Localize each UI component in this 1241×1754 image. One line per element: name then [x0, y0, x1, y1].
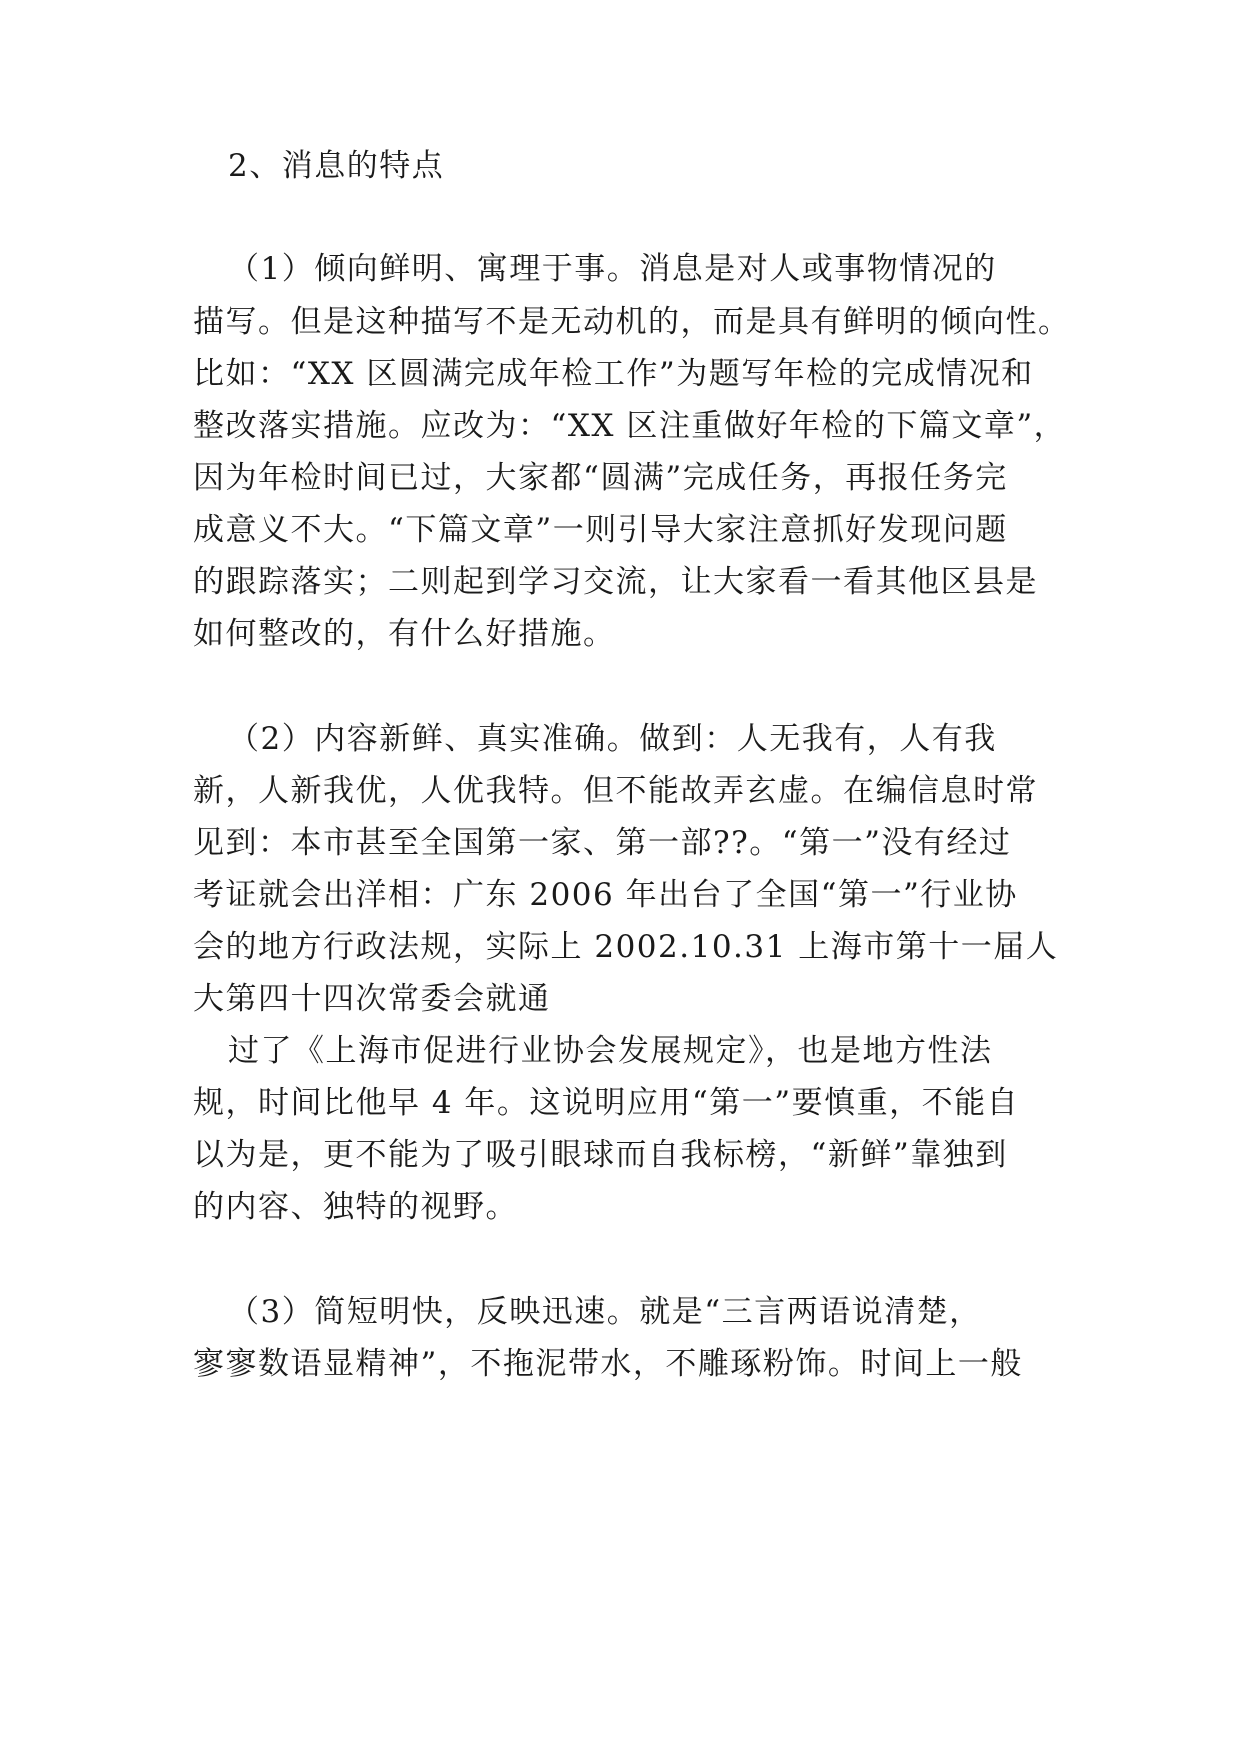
para2b-line-3: 以为是，更不能为了吸引眼球而自我标榜，“新鲜”靠独到: [193, 1137, 1008, 1173]
para2-line-1: （2）内容新鲜、真实准确。做到：人无我有，人有我: [228, 721, 997, 757]
para2-line-2: 新，人新我优，人优我特。但不能故弄玄虚。在编信息时常: [193, 773, 1038, 809]
para2-line-4: 考证就会出洋相：广东 2006 年出台了全国“第一”行业协: [193, 877, 1018, 913]
para1-line-5: 因为年检时间已过，大家都“圆满”完成任务，再报任务完: [193, 460, 1008, 496]
para2-line-6: 大第四十四次常委会就通: [193, 981, 551, 1017]
para1-line-8: 如何整改的，有什么好措施。: [193, 616, 616, 652]
para2b-line-1: 过了《上海市促进行业协会发展规定》，也是地方性法: [228, 1033, 993, 1069]
para3-line-1: （3）简短明快，反映迅速。就是“三言两语说清楚，: [228, 1294, 982, 1330]
para2-line-3: 见到：本市甚至全国第一家、第一部??。“第一”没有经过: [193, 825, 1012, 861]
para1-line-3: 比如：“XX 区圆满完成年检工作”为题写年检的完成情况和: [193, 356, 1034, 392]
para2-line-5: 会的地方行政法规，实际上 2002.10.31 上海市第十一届人: [193, 929, 1059, 965]
para1-line-6: 成意义不大。“下篇文章”一则引导大家注意抓好发现问题: [193, 512, 1008, 548]
para3-line-2: 寥寥数语显精神”，不拖泥带水，不雕琢粉饰。时间上一般: [193, 1346, 1023, 1382]
section-heading: 2、消息的特点: [228, 148, 445, 184]
para1-line-7: 的跟踪落实；二则起到学习交流，让大家看一看其他区县是: [193, 564, 1038, 600]
para1-line-4: 整改落实措施。应改为：“XX 区注重做好年检的下篇文章”，: [193, 408, 1067, 444]
para1-line-2: 描写。但是这种描写不是无动机的，而是具有鲜明的倾向性。: [193, 304, 1071, 340]
para2b-line-4: 的内容、独特的视野。: [193, 1189, 518, 1225]
para2b-line-2: 规，时间比他早 4 年。这说明应用“第一”要慎重，不能自: [193, 1085, 1020, 1121]
para1-line-1: （1）倾向鲜明、寓理于事。消息是对人或事物情况的: [228, 251, 997, 287]
